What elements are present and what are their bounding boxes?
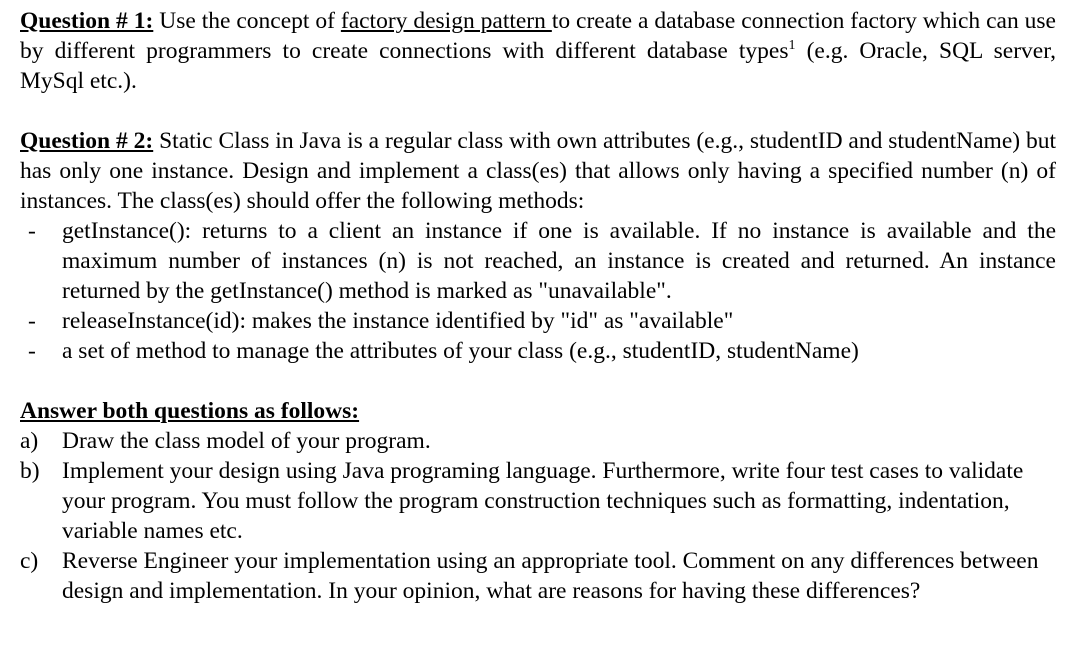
bullet-marker: - xyxy=(28,338,36,364)
item-text: Draw the class model of your program. xyxy=(62,428,431,454)
list-item xyxy=(20,456,1056,546)
answer-list xyxy=(20,426,1056,606)
list-item xyxy=(20,336,1056,366)
question-2-heading: Question # 2: xyxy=(20,128,154,154)
item-marker: c) xyxy=(20,548,39,574)
question-1 xyxy=(20,6,1056,96)
list-item xyxy=(20,306,1056,336)
question-1-heading: Question # 1: xyxy=(20,8,154,34)
item-marker: a) xyxy=(20,428,39,454)
answer-heading: Answer both questions as follows: xyxy=(20,398,360,424)
bullet-text: releaseInstance(id): makes the instance identified by "id" as "available" xyxy=(62,308,734,334)
footnote-marker: 1 xyxy=(788,38,796,53)
list-item xyxy=(20,426,1056,456)
question-2-text: Static Class in Java is a regular class with own attributes (e.g., studentID and studentName) but has only one instance. Design and implement a class(es) that allows only having a specified number (n) of instances. The class(es) should offer the following methods: xyxy=(20,128,1056,214)
bullet-marker: - xyxy=(28,218,36,244)
question-1-text-before: Use the concept of xyxy=(153,8,341,34)
bullet-text: getInstance(): returns to a client an instance if one is available. If no instance is available and the maximum number of instances (n) is not reached, an instance is created and returned. An instance returned by the getInstance() method is marked as "unavailable". xyxy=(62,218,1056,304)
bullet-text: a set of method to manage the attributes of your class (e.g., studentID, studentName) xyxy=(62,338,859,364)
spacer xyxy=(20,366,1056,396)
question-1-text-end: (e.g. Oracle, SQL server, MySql etc.). xyxy=(20,38,1056,94)
item-text: Reverse Engineer your implementation using an appropriate tool. Comment on any differences between design and implementation. In your opinion, what are reasons for having these differences? xyxy=(62,548,1039,604)
list-item xyxy=(20,546,1056,606)
question-1-text-after: to create a database connection factory which can use by different programmers to create connections with different database types xyxy=(20,8,1056,64)
answer-section-heading xyxy=(20,396,1056,426)
item-marker: b) xyxy=(20,458,40,484)
question-2 xyxy=(20,126,1056,216)
factory-design-pattern-text: factory design pattern xyxy=(340,8,552,34)
list-item xyxy=(20,216,1056,306)
item-text: Implement your design using Java programing language. Furthermore, write four test cases to validate your program. You must follow the program construction techniques such as formatting, indentation, variable names etc. xyxy=(62,458,1024,544)
methods-list xyxy=(20,216,1056,366)
bullet-marker: - xyxy=(28,308,36,334)
spacer xyxy=(20,96,1056,126)
